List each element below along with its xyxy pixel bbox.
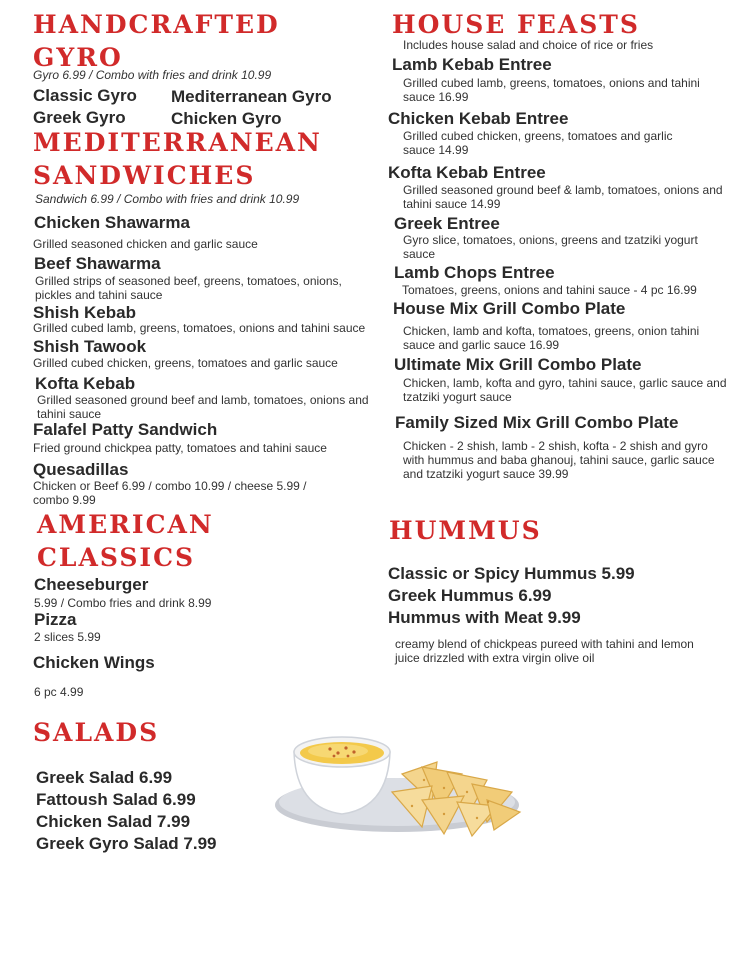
hummus-section-title: HUMMUS (389, 516, 542, 545)
gyro-price-note: Gyro 6.99 / Combo with fries and drink 10.99 (33, 68, 272, 82)
sandwich-item-desc: Fried ground chickpea patty, tomatoes and tahini sauce (33, 441, 327, 455)
sandwiches-section-title-line2: SANDWICHES (33, 161, 256, 190)
feast-item-desc: Grilled cubed chicken, greens, tomatoes and garlic sauce 14.99 (403, 129, 673, 157)
feast-item-name: House Mix Grill Combo Plate (393, 299, 626, 318)
american-item-desc: 5.99 / Combo fries and drink 8.99 (34, 596, 212, 610)
feast-item-desc: Grilled seasoned ground beef & lamb, tomatoes, onions and tahini sauce 14.99 (403, 183, 723, 211)
salad-item: Chicken Salad 7.99 (36, 812, 191, 831)
american-section-title-line1: AMERICAN (37, 510, 214, 539)
salad-item: Fattoush Salad 6.99 (36, 790, 196, 809)
sandwich-item-desc: Grilled cubed chicken, greens, tomatoes and garlic sauce (33, 356, 338, 370)
gyro-item-greek: Greek Gyro (33, 108, 126, 127)
feast-item-name: Family Sized Mix Grill Combo Plate (395, 413, 679, 432)
salads-section-title: SALADS (33, 718, 160, 747)
sandwich-item-name: Shish Kebab (33, 303, 136, 322)
feast-item-desc: Gyro slice, tomatoes, onions, greens and tzatziki yogurt sauce (403, 233, 698, 261)
sandwich-item-desc: Grilled seasoned ground beef and lamb, tomatoes, onions and tahini sauce (37, 393, 369, 421)
sandwich-item-name: Beef Shawarma (34, 254, 161, 273)
gyro-section-title-line2: GYRO (33, 43, 123, 72)
hummus-bowl-with-pita-chips-icon (272, 722, 527, 842)
feast-item-name: Kofta Kebab Entree (388, 163, 546, 182)
feast-item-desc: Chicken - 2 shish, lamb - 2 shish, kofta - 2 shish and gyro with hummus and baba ghanouj, tahini sauce, garlic sauce and tzatziki yogurt sauce 39.99 (403, 439, 715, 481)
sandwich-item-desc: Grilled strips of seasoned beef, greens, tomatoes, onions, pickles and tahini sauce (35, 274, 342, 302)
sandwich-item-desc: Grilled cubed lamb, greens, tomatoes, onions and tahini sauce (33, 321, 366, 335)
salad-item: Greek Gyro Salad 7.99 (36, 834, 217, 853)
sandwich-item-desc: Chicken or Beef 6.99 / combo 10.99 / cheese 5.99 / combo 9.99 (33, 479, 307, 507)
sandwiches-section-title-line1: MEDITERRANEAN (33, 128, 322, 157)
salad-item: Greek Salad 6.99 (36, 768, 173, 787)
hummus-item: Greek Hummus 6.99 (388, 586, 552, 605)
feast-item-desc: Tomatoes, greens, onions and tahini sauce - 4 pc 16.99 (402, 283, 697, 297)
hummus-description: creamy blend of chickpeas pureed with tahini and lemon juice drizzled with extra virgin olive oil (395, 637, 694, 665)
feasts-section-title: HOUSE FEASTS (392, 10, 640, 39)
gyro-section-title-line1: HANDCRAFTED (33, 10, 280, 39)
american-section-title-line2: CLASSICS (37, 543, 196, 572)
feast-item-name: Ultimate Mix Grill Combo Plate (394, 355, 642, 374)
feasts-note: Includes house salad and choice of rice or fries (403, 38, 654, 52)
sandwich-item-name: Kofta Kebab (35, 374, 136, 393)
feast-item-desc: Grilled cubed lamb, greens, tomatoes, onions and tahini sauce 16.99 (403, 76, 700, 104)
american-item-desc: 6 pc 4.99 (34, 685, 84, 699)
american-item-name: Cheeseburger (34, 575, 149, 594)
sandwich-item-desc: Grilled seasoned chicken and garlic sauce (33, 237, 258, 251)
hummus-item: Hummus with Meat 9.99 (388, 608, 581, 627)
sandwich-item-name: Quesadillas (33, 460, 129, 479)
hummus-item: Classic or Spicy Hummus 5.99 (388, 564, 635, 583)
feast-item-desc: Chicken, lamb and kofta, tomatoes, greens, onion tahini sauce and garlic sauce 16.99 (403, 324, 700, 352)
gyro-item-chicken: Chicken Gyro (171, 109, 282, 128)
feast-item-desc: Chicken, lamb, kofta and gyro, tahini sauce, garlic sauce and tzatziki yogurt sauce (403, 376, 727, 404)
feast-item-name: Lamb Chops Entree (394, 263, 555, 282)
gyro-item-classic: Classic Gyro (33, 86, 137, 105)
american-item-desc: 2 slices 5.99 (34, 630, 101, 644)
american-item-name: Pizza (34, 610, 77, 629)
american-item-name: Chicken Wings (33, 653, 155, 672)
gyro-item-mediterranean: Mediterranean Gyro (171, 87, 332, 106)
feast-item-name: Greek Entree (394, 214, 500, 233)
feast-item-name: Chicken Kebab Entree (388, 109, 569, 128)
sandwich-item-name: Falafel Patty Sandwich (33, 420, 218, 439)
feast-item-name: Lamb Kebab Entree (392, 55, 552, 74)
sandwich-item-name: Chicken Shawarma (34, 213, 190, 232)
sandwich-item-name: Shish Tawook (33, 337, 147, 356)
sandwiches-price-note: Sandwich 6.99 / Combo with fries and drink 10.99 (35, 192, 300, 206)
